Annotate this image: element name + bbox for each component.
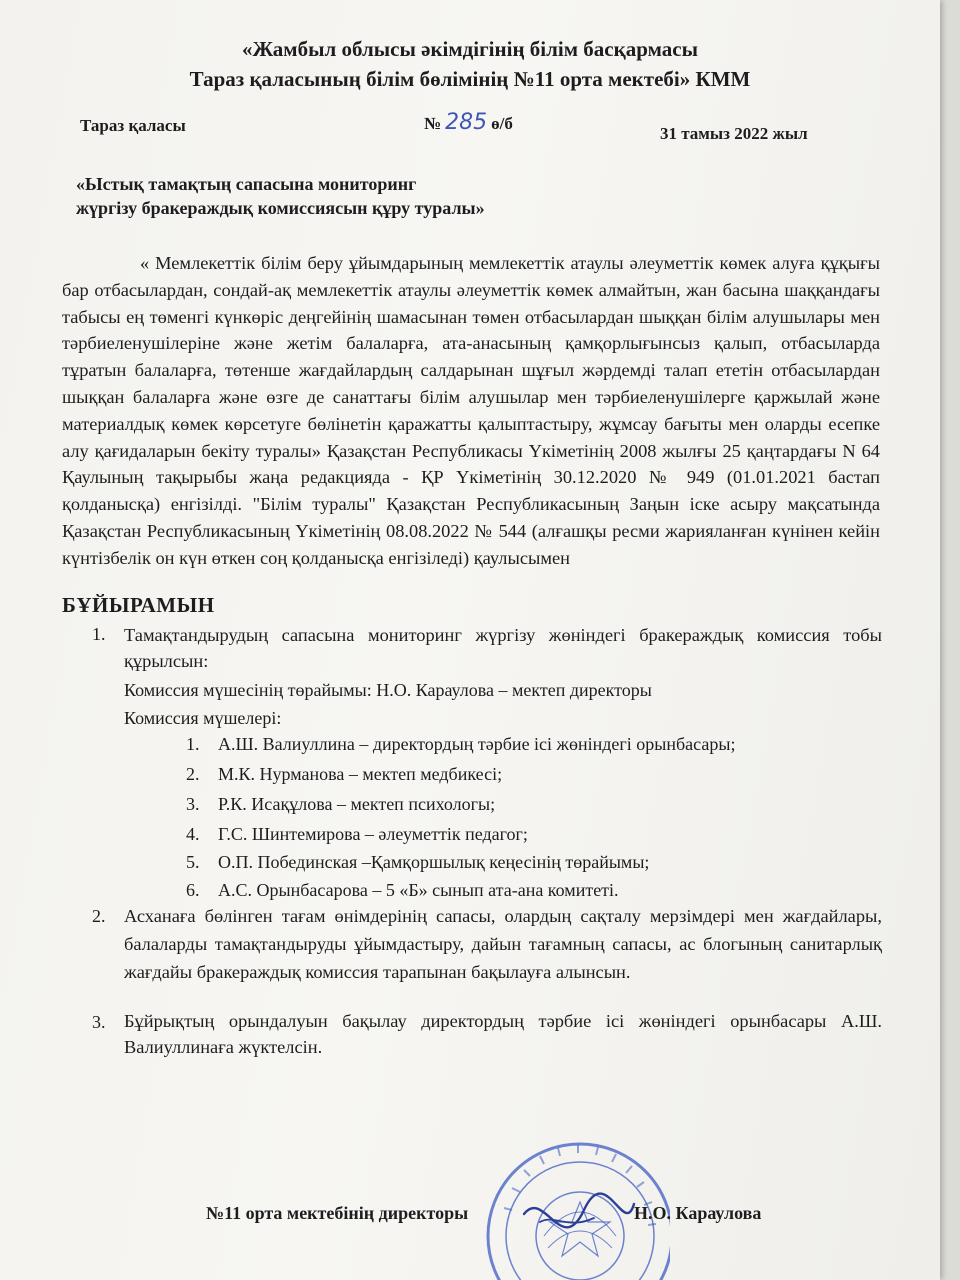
- member-4-text: Г.С. Шинтемирова – әлеуметтік педагог;: [218, 824, 528, 844]
- member-3-text: Р.К. Исақұлова – мектеп психологы;: [218, 794, 496, 814]
- order-number: [424, 110, 513, 135]
- member-3-number: 3.: [186, 794, 200, 814]
- member-2-number: 2.: [186, 764, 200, 784]
- number-suffix: ө/б: [491, 114, 513, 133]
- title-line-2: жүргізу бракераждық комиссиясын құру туралы»: [76, 198, 485, 218]
- member-4-number: 4.: [186, 824, 200, 844]
- director-name: Н.О. Караулова: [634, 1203, 762, 1223]
- member-1-number: 1.: [186, 734, 200, 754]
- member-5-number: 5.: [186, 852, 200, 872]
- item-3-text: Бұйрықтың орындалуын бақылау директордың тәрбие ісі жөніндегі орынбасары А.Ш. Валиуллинаға жүктелсін.: [124, 1011, 882, 1057]
- number-handwritten: 285: [445, 110, 488, 135]
- item-2-number: 2.: [92, 906, 106, 926]
- member-1-text: А.Ш. Валиуллина – директордың тәрбие ісі жөніндегі орынбасары;: [218, 734, 736, 754]
- official-seal-stamp: [484, 1118, 670, 1280]
- header-line-1: «Жамбыл облысы әкімдігінің білім басқармасы: [242, 37, 698, 61]
- preamble-paragraph: « Мемлекеттік білім беру ұйымдарының мемлекеттік атаулы әлеуметтік көмек алуға құқығы бар отбасылардан, сондай-ақ мемлекеттік атаулы әлеуметтік көмек алмайтын, жан басына шаққандағы табысы ең төменгі күнкөріс деңгейінің шамасынан төмен отбасылардан шыққан білім алушылары мен тәрбиеленушілеріне және жетім балаларға, ата-анасының қамқорлығынсыз қалып, отбасыларда тұратын балаларға, төтенше жағдайлардың салдарынан шұғыл жәрдемді талап ететін отбасылардан шыққан балаларға және өзге де санаттағы білім алушылар мен тәрбиеленушілерге қаржылай және материалдық көмек көрсетуге бөлінетін қаражатты қалыптастыру, жұмсау бағыты мен оларды есепке алу қағидаларын бекіту туралы» Қазақстан Республикасы Үкіметінің 2008 жылғы 25 қаңтардағы N 64 Қаулының тақырыбы жаңа редакцияда - ҚР Үкіметінің 30.12.2020 № 949 (01.01.2021 бастап қолданысқа) енгізілді. "Білім туралы" Қазақстан Республикасының Заңын іске асыру мақсатында Қазақстан Республикасының Үкіметінің 08.08.2022 № 544 (алғашқы ресми жарияланған күнінен кейін күнтізбелік он күн өткен соң қолданысқа енгізіледі) қаулысымен: [62, 253, 880, 568]
- title-line-1: «Ыстық тамақтың сапасына мониторинг: [76, 174, 417, 194]
- item-1-number: 1.: [92, 624, 106, 644]
- member-6-text: А.С. Орынбасарова – 5 «Б» сынып ата-ана комитеті.: [218, 880, 619, 900]
- member-5-text: О.П. Побединская –Қамқоршылық кеңесінің төрайымы;: [218, 852, 650, 872]
- commission-chair: Комиссия мүшесінің төрайымы: Н.О. Караулова – мектеп директоры: [124, 680, 652, 700]
- order-word: БҰЙЫРАМЫН: [62, 593, 215, 617]
- header-line-2: Тараз қаласының білім бөлімінің №11 орта мектебі» КММ: [189, 67, 751, 91]
- item-1-text: Тамақтандырудың сапасына мониторинг жүргізу жөніндегі бракераждық комиссия тобы құрылсын:: [124, 625, 882, 671]
- meta-date: 31 тамыз 2022 жыл: [660, 124, 808, 143]
- number-prefix: №: [424, 114, 442, 133]
- item-2-text: Асханаға бөлінген тағам өнімдерінің сапасы, олардың сақталу мерзімдері мен жағдайлары, балаларды тамақтандыруды ұйымдастыру, дайын тағамның сапасы, ас блогының санитарлық жағдайы бракераждық комиссия тарапынан бақылауға алынсын.: [124, 906, 882, 982]
- members-label: Комиссия мүшелері:: [124, 708, 282, 728]
- item-3-number: 3.: [92, 1012, 106, 1032]
- director-position: №11 орта мектебінің директоры: [206, 1203, 469, 1223]
- member-6-number: 6.: [186, 880, 200, 900]
- member-2-text: М.К. Нурманова – мектеп медбикесі;: [218, 764, 503, 784]
- meta-city: Тараз қаласы: [80, 116, 186, 135]
